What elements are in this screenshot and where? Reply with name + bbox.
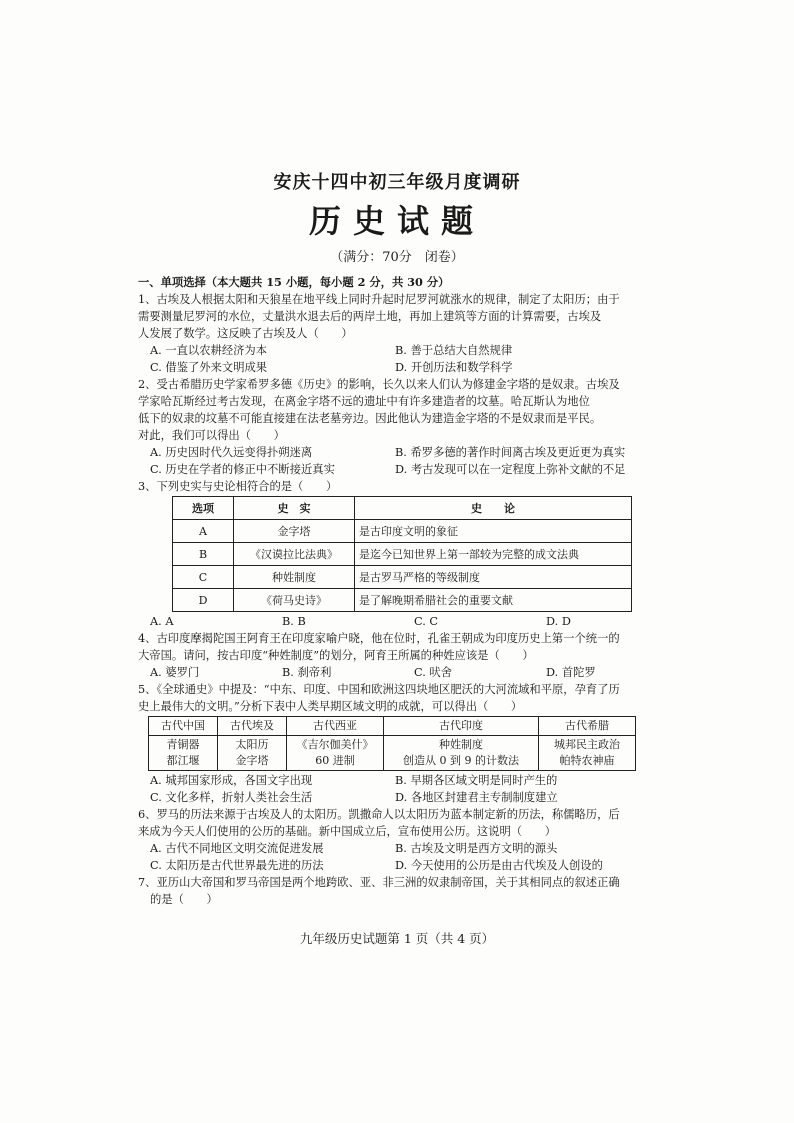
table-row: [173, 520, 632, 543]
table-cell: C: [173, 566, 234, 589]
table-cell: 青铜器 都江堰: [149, 736, 218, 771]
question-5: [138, 681, 668, 806]
question-stem-line: 需要测量尼罗河的水位，丈量洪水退去后的两岸土地，再加上建筑等方面的计算需要，古埃及: [138, 310, 602, 323]
question-stem-line: 的是（ ）: [150, 893, 218, 906]
options: [138, 613, 668, 630]
column-header: 古代印度: [384, 717, 539, 736]
table-cell: A: [173, 520, 234, 543]
question-4: [138, 630, 668, 681]
option-c[interactable]: C. 吠舍: [414, 666, 453, 679]
option-d[interactable]: D. 开创历法和数学科学: [395, 361, 513, 374]
table-cell: 种姓制度 创造从 0 到 9 的计数法: [384, 736, 539, 771]
table-cell: 是迄今已知世界上第一部较为完整的成文法典: [355, 543, 632, 566]
options: [138, 664, 668, 681]
table-row: [173, 543, 632, 566]
option-b[interactable]: B. 刹帝利: [282, 666, 332, 679]
table-cell: 是了解晚期希腊社会的重要文献: [355, 589, 632, 612]
question-2: [138, 376, 668, 478]
table-cell: B: [173, 543, 234, 566]
option-d[interactable]: D. 各地区封建君主专制制度建立: [395, 791, 558, 804]
table-row: [173, 566, 632, 589]
school-title: 安庆十四中初三年级月度调研: [273, 172, 521, 193]
column-header: 古代中国: [149, 717, 218, 736]
column-header: 古代埃及: [218, 717, 287, 736]
option-a[interactable]: A. 城邦国家形成，各国文字出现: [150, 774, 313, 787]
question-stem-line: 7、亚历山大帝国和罗马帝国是两个地跨欧、亚、非三洲的奴隶制帝国，关于其相同点的叙述正确: [138, 876, 620, 889]
option-c[interactable]: C. 文化多样，折射人类社会生活: [150, 791, 313, 804]
table-cell: D: [173, 589, 234, 612]
options: [138, 772, 668, 806]
options: [138, 840, 668, 874]
option-a[interactable]: A. A: [150, 615, 174, 628]
table-header-row: [149, 717, 636, 736]
options: [138, 342, 668, 376]
table-cell: 种姓制度: [234, 566, 355, 589]
question-7: [138, 874, 668, 908]
table-header-row: [173, 497, 632, 520]
option-a[interactable]: A. 历史因时代久远变得扑朔迷离: [150, 446, 313, 459]
column-header: 选项: [173, 497, 234, 520]
table-row: [149, 736, 636, 771]
option-c[interactable]: C. C: [414, 615, 439, 628]
question-stem-line: 学家哈瓦斯经过考古发现，在离金字塔不远的遗址中有许多建造者的坟墓。哈瓦斯认为地位: [138, 395, 590, 408]
question-3: [138, 478, 668, 630]
column-header: 古代西亚: [287, 717, 384, 736]
column-header: 古代希腊: [539, 717, 636, 736]
question-1: [138, 291, 668, 376]
section-heading: 一、单项选择（本大题共 15 小题，每小题 2 分，共 30 分）: [138, 275, 450, 289]
exam-body: [138, 274, 668, 908]
table-row: [173, 589, 632, 612]
question-6: [138, 806, 668, 874]
question-stem: 3、下列史实与史论相符合的是（ ）: [138, 480, 338, 493]
option-d[interactable]: D. D: [546, 615, 571, 628]
civilization-table: [148, 716, 636, 771]
question-stem-line: 6、罗马的历法来源于古埃及人的太阳历。凯撒命人以太阳历为蓝本制定新的历法，称儒略历，后: [138, 808, 620, 821]
option-a[interactable]: A. 古代不同地区文明交流促进发展: [150, 842, 324, 855]
question-stem-line: 5、《全球通史》中提及：“中东、印度、中国和欧洲这四块地区肥沃的大河流域和平原，孕育了历: [138, 683, 620, 696]
option-a[interactable]: A. 婆罗门: [150, 666, 200, 679]
page-footer: 九年级历史试题第 1 页（共 4 页）: [299, 931, 495, 946]
option-b[interactable]: B. B: [282, 615, 306, 628]
question-stem-line: 低下的奴隶的坟墓不可能直接建在法老墓旁边。因此他认为建造金字塔的不是奴隶而是平民。: [138, 412, 602, 425]
option-a[interactable]: A. 一直以农耕经济为本: [150, 344, 268, 357]
option-b[interactable]: B. 早期各区域文明是同时产生的: [395, 774, 558, 787]
question-stem-line: 人发展了数学。这反映了古埃及人（ ）: [138, 327, 353, 340]
option-d[interactable]: D. 首陀罗: [546, 666, 596, 679]
table-cell: 太阳历 金字塔: [218, 736, 287, 771]
table-cell: 城邦民主政治 帕特农神庙: [539, 736, 636, 771]
question-stem-line: 大帝国。请问，按古印度“种姓制度”的划分，阿育王所属的种姓应该是（ ）: [138, 649, 534, 662]
table-cell: 是古罗马严格的等级制度: [355, 566, 632, 589]
question-stem-line: 对此，我们可以得出（ ）: [138, 429, 285, 442]
option-b[interactable]: B. 古埃及文明是西方文明的源头: [395, 842, 558, 855]
question-stem-line: 1、古埃及人根据太阳和天狼星在地平线上同时升起时尼罗河就涨水的规律，制定了太阳历；由于: [138, 293, 620, 306]
question-stem-line: 2、受古希腊历史学家希罗多德《历史》的影响，长久以来人们认为修建金字塔的是奴隶。古埃及: [138, 378, 620, 391]
column-header: 史 论: [355, 497, 632, 520]
table-cell: 《荷马史诗》: [234, 589, 355, 612]
question-stem-line: 来成为今天人们使用的公历的基础。新中国成立后，宣布使用公历。这说明（ ）: [138, 825, 556, 838]
options: [138, 444, 668, 478]
option-c[interactable]: C. 借鉴了外来文明成果: [150, 361, 268, 374]
option-b[interactable]: B. 善于总结大自然规律: [395, 344, 513, 357]
question-stem-line: 史上最伟大的文明。”分析下表中人类早期区域文明的成就，可以得出（ ）: [138, 700, 523, 713]
score-info: （满分：70分 闭卷）: [330, 250, 464, 265]
history-table: [172, 496, 632, 612]
option-c[interactable]: C. 太阳历是古代世界最先进的历法: [150, 859, 324, 872]
option-b[interactable]: B. 希罗多德的著作时间离古埃及更近更为真实: [395, 446, 626, 459]
table-cell: 《汉谟拉比法典》: [234, 543, 355, 566]
table-cell: 是古印度文明的象征: [355, 520, 632, 543]
subject-title: 历史试题: [308, 202, 485, 240]
option-c[interactable]: C. 历史在学者的修正中不断接近真实: [150, 463, 335, 476]
option-d[interactable]: D. 今天使用的公历是由古代埃及人创设的: [395, 859, 603, 872]
option-d[interactable]: D. 考古发现可以在一定程度上弥补文献的不足: [395, 463, 626, 476]
table-cell: 《吉尔伽美什》 60 进制: [287, 736, 384, 771]
question-stem-line: 4、古印度摩揭陀国王阿育王在印度家喻户晓，他在位时，孔雀王朝成为印度历史上第一个统一的: [138, 632, 620, 645]
column-header: 史 实: [234, 497, 355, 520]
table-cell: 金字塔: [234, 520, 355, 543]
